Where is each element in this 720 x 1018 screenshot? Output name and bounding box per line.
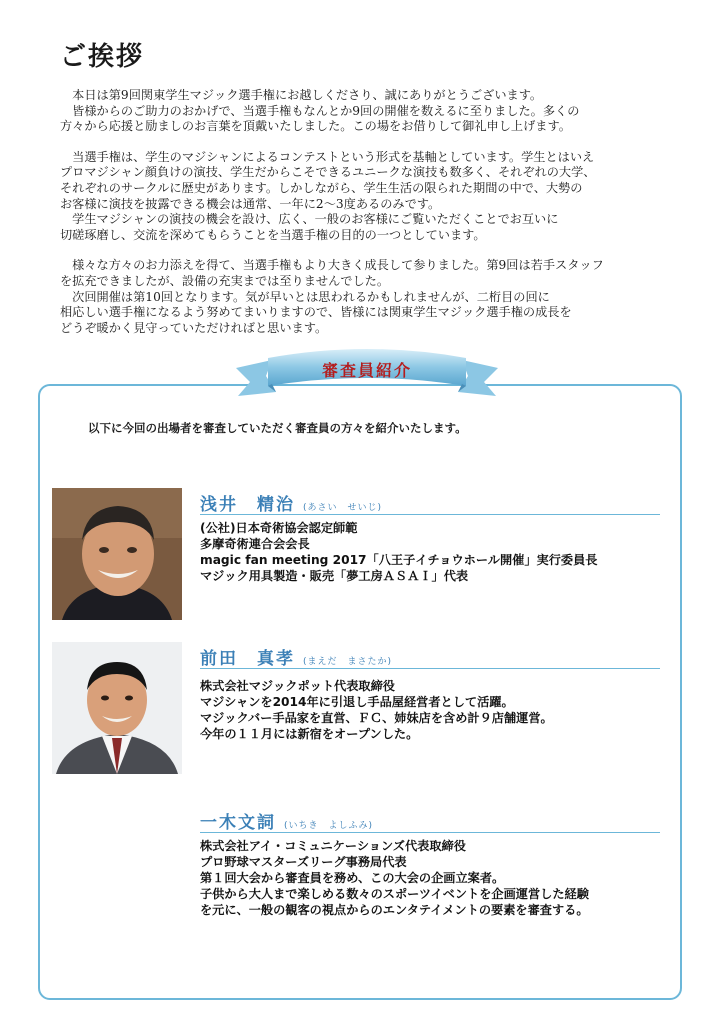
judge-3-line-3: 第１回大会から審査員を務め、この大会の企画立案者。 <box>200 871 505 885</box>
greeting-paragraph-2: 当選手権は、学生のマジシャンによるコンテストという形式を基軸としています。学生とはいえ プロマジシャン顔負けの演技、学生だからこそできるユニークな演技も数多く、それぞれの大学、 それぞれのサークルに歴史があります。しかしながら、学生生活の限られた期間の中で、大勢の お客様に演技を披露できる機会は通常、一年に2～3度あるのみです。 学生マジシャンの演技の機会を設け、広く、一般のお客様にご覧いただくことでお互いに 切磋琢磨し、交流を深めてもらうことを当選手権の目的の一つとしています。 <box>60 149 596 242</box>
judge-3-profile <box>200 838 670 918</box>
judge-3-line-5: を元に、一般の観客の視点からのエンタテイメントの要素を審査する。 <box>200 903 589 917</box>
judge-1-divider <box>200 514 660 515</box>
judge-1-reading: (あさい せいじ) <box>303 503 383 513</box>
judge-1-line-3: magic fan meeting 2017「八王子イチョウホール開催」実行委員長 <box>200 553 598 567</box>
judges-intro: 以下に今回の出場者を審査していただく審査員の方々を紹介いたします。 <box>88 421 467 435</box>
judge-2-reading: (まえだ まさたか) <box>303 657 393 667</box>
judge-2-line-2: マジシャンを2014年に引退し手品屋経営者として活躍。 <box>200 695 514 709</box>
judge-1-profile <box>200 520 670 584</box>
judge-1-name-text: 浅井 精治 <box>200 495 295 515</box>
judge-3-divider <box>200 832 660 833</box>
page-title: ご挨拶 <box>60 42 145 72</box>
judge-2-name-text: 前田 真孝 <box>200 649 295 669</box>
judge-3-reading: (いちき よしふみ) <box>284 821 374 831</box>
greeting-paragraph-1: 本日は第9回関東学生マジック選手権にお越しくださり、誠にありがとうございます。 皆様からのご助力のおかげで、当選手権もなんとか9回の開催を数えるに至りました。多くの 方々から応援と励ましのお言葉を頂戴いたしました。この場をお借りして御礼申し上げます。 <box>60 88 580 134</box>
judge-2-line-1: 株式会社マジックポット代表取締役 <box>200 679 395 693</box>
judge-1-photo <box>52 488 182 620</box>
judge-2-name <box>200 644 392 669</box>
judge-3-line-1: 株式会社アイ・コミュニケーションズ代表取締役 <box>200 839 466 853</box>
judge-3-name-text: 一木文詞 <box>200 813 276 833</box>
judge-1-line-2: 多摩奇術連合会会長 <box>200 537 310 551</box>
greeting-paragraph-3: 様々な方々のお力添えを得て、当選手権もより大きく成長して参りました。第9回は若手スタッフ を拡充できましたが、設備の充実までは至りませんでした。 次回開催は第10回となります。気が早いとは思われるかもしれませんが、二桁目の回に 相応しい選手権になるよう努めてまいりますので、皆様には関東学生マジック選手権の成長を どうぞ暖かく見守っていただければと思います。 <box>60 258 604 335</box>
greeting-body <box>60 88 680 351</box>
judge-1-line-4: マジック用具製造・販売「夢工房ＡＳＡＩ」代表 <box>200 569 469 583</box>
judge-2-divider <box>200 668 660 669</box>
section-heading-ribbon <box>232 346 502 408</box>
section-heading: 審査員紹介 <box>321 361 412 380</box>
judge-2-line-4: 今年の１１月には新宿をオープンした。 <box>200 727 419 741</box>
judge-3-name <box>200 808 373 833</box>
judge-2-line-3: マジックバー手品家を直営、ＦＣ、姉妹店を含め計９店舗運営。 <box>200 711 553 725</box>
judge-1-name <box>200 490 382 515</box>
judge-2-photo <box>52 642 182 774</box>
judge-3-line-2: プロ野球マスターズリーグ事務局代表 <box>200 855 407 869</box>
judge-3-line-4: 子供から大人まで楽しめる数々のスポーツイベントを企画運営した経験 <box>200 887 589 901</box>
judge-2-profile <box>200 678 670 742</box>
judge-1-line-1: (公社)日本奇術協会認定師範 <box>200 521 358 535</box>
